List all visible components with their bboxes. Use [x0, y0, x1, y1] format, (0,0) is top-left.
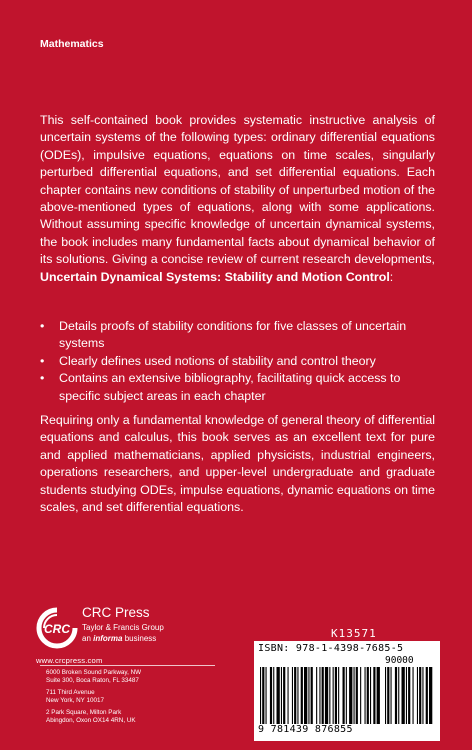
barcode-stripe	[292, 667, 293, 724]
barcode-stripe	[417, 667, 418, 724]
publisher-address	[46, 669, 141, 685]
barcode-addon-icon	[385, 667, 433, 724]
barcode-stripe	[343, 667, 345, 724]
barcode-stripe	[356, 667, 358, 724]
publisher-website: www.crcpress.com	[36, 656, 103, 665]
barcode-stripe	[413, 667, 414, 724]
publisher-address	[46, 689, 104, 705]
barcode-stripe	[349, 667, 352, 724]
barcode-stripe	[260, 667, 261, 724]
feature-line: Clearly defines used notions of stability and control theory	[59, 353, 376, 368]
barcode-stripe	[429, 667, 432, 724]
barcode-stripe	[419, 667, 421, 724]
barcode-stripe	[270, 667, 272, 724]
crc-press-logo-icon	[36, 607, 78, 649]
barcode-stripe	[262, 667, 264, 724]
closing-line: differential equations and calculus, this book serves as an excellent	[40, 413, 435, 445]
address-line: 6000 Broken Sound Parkway, NW	[46, 669, 142, 676]
barcode-stripe	[283, 667, 285, 724]
publisher-address	[46, 709, 136, 725]
description-line: unperturbed motion of the above-mentioned types of equations,	[40, 182, 435, 215]
barcode-stripe	[308, 667, 309, 724]
barcode-stripe	[367, 667, 369, 724]
description-line: equations. Each chapter contains new conditions of stability of	[40, 165, 436, 197]
barcode-stripe	[360, 667, 361, 724]
barcode-stripe	[288, 667, 289, 724]
barcode-stripe	[338, 667, 339, 724]
description-line: equations (ODEs), impulsive equations, equations on time scales,	[40, 130, 435, 162]
closing-line: Requiring only a fundamental knowledge of general theory of	[40, 413, 375, 427]
description-paragraph	[40, 112, 435, 286]
barcode-stripe	[316, 667, 317, 724]
barcode-panel	[254, 641, 440, 741]
barcode-stripe	[311, 667, 313, 724]
barcode-stripe	[387, 667, 389, 724]
barcode-stripe	[377, 667, 380, 724]
barcode-stripe	[294, 667, 296, 724]
barcode-stripe	[319, 667, 320, 724]
book-title-part: Systems: Stability and Motion Control	[166, 269, 390, 284]
barcode-stripe	[329, 667, 330, 724]
description-colon: :	[389, 269, 394, 284]
barcode-stripe	[322, 667, 324, 724]
barcode-stripe	[398, 667, 399, 724]
address-line: Abingdon, Oxon OX14 4RN, UK	[46, 717, 136, 725]
description-line: facts about dynamical behavior of its solutions. Giving a concise	[40, 234, 435, 267]
barcode-stripe	[335, 667, 337, 724]
closing-line: engineers, operations researchers, and upper-level undergraduate	[40, 447, 435, 480]
address-line: 2 Park Square, Milton Park	[46, 709, 122, 716]
barcode-stripe	[422, 667, 423, 724]
feature-item	[40, 370, 435, 405]
barcode-stripe	[301, 667, 303, 724]
closing-paragraph	[40, 412, 435, 516]
business-prefix: an	[82, 634, 91, 643]
barcode-stripe	[325, 667, 328, 724]
barcode-stripe	[402, 667, 405, 724]
price-code: 90000	[385, 655, 414, 666]
feature-line: systems	[59, 336, 105, 351]
book-title-part: Uncertain Dynamical	[40, 269, 163, 284]
isbn-label: ISBN: 978-1-4398-7685-5	[258, 643, 404, 654]
barcode-stripe	[273, 667, 274, 724]
description-line: along with some applications. Without assuming specific knowledge	[40, 200, 435, 232]
feature-line: Contains an extensive bibliography, facilitating quick access to	[59, 371, 401, 386]
divider	[40, 665, 215, 666]
product-code: K13571	[331, 627, 377, 640]
barcode-stripe	[304, 667, 307, 724]
closing-line: and graduate students studying ODEs, impulse equations, dynamic	[40, 465, 435, 497]
feature-item	[40, 353, 435, 370]
barcode-main-icon	[260, 667, 380, 724]
publisher-business	[82, 634, 156, 643]
subject-label: Mathematics	[40, 38, 104, 50]
logo-lettering: CRC	[44, 622, 70, 636]
closing-line: text for pure and applied mathematicians, applied physicists, industrial	[40, 430, 435, 462]
barcode-stripe	[365, 667, 366, 724]
feature-item	[40, 318, 435, 353]
barcode-number: 9 781439 876855	[258, 724, 353, 735]
barcode-stripe	[426, 667, 428, 724]
barcode-stripe	[391, 667, 392, 724]
barcode-stripe	[373, 667, 375, 724]
barcode-stripe	[385, 667, 386, 724]
barcode-stripe	[395, 667, 397, 724]
barcode-stripe	[297, 667, 298, 724]
address-line: New York, NY 10017	[46, 697, 104, 705]
description-line: review of current research developments,	[206, 252, 435, 267]
barcode-stripe	[346, 667, 347, 724]
description-line: of uncertain dynamical systems, the book includes many fundamental	[40, 217, 435, 249]
barcode-stripe	[281, 667, 282, 724]
description-line: of uncertain systems of the following types: ordinary differential	[40, 113, 435, 145]
barcode-stripe	[277, 667, 280, 724]
barcode-stripe	[406, 667, 407, 724]
address-line: Suite 300, Boca Raton, FL 33487	[46, 677, 139, 685]
feature-list	[40, 318, 435, 405]
barcode-stripe	[408, 667, 410, 724]
business-suffix: business	[124, 634, 157, 643]
description-line: This self-contained book provides systematic instructive analysis	[40, 113, 418, 127]
publisher-name: CRC Press	[82, 605, 150, 620]
description-line: singularly perturbed differential equations, and set differential	[40, 147, 435, 180]
barcode-stripe	[333, 667, 334, 724]
publisher-group: Taylor & Francis Group	[82, 623, 164, 632]
barcode-stripe	[266, 667, 267, 724]
barcode-stripe	[370, 667, 371, 724]
feature-line: Details proofs of stability conditions for five classes of uncertain	[59, 319, 407, 333]
feature-line: specific subject areas in each chapter	[59, 388, 266, 403]
closing-line: equations on time scales, and set differential equations.	[40, 482, 435, 515]
address-line: 711 Third Avenue	[46, 689, 95, 696]
barcode-stripe	[354, 667, 355, 724]
business-brand: informa	[93, 634, 123, 643]
